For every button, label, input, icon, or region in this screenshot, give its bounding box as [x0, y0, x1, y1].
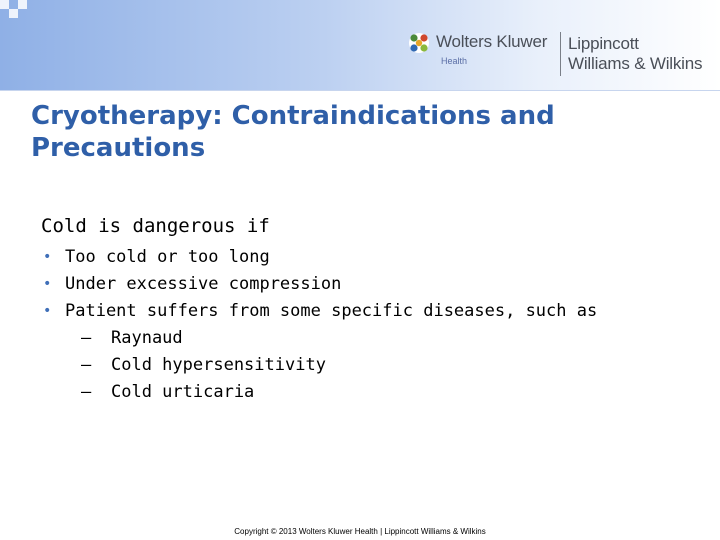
bullet-text: Too cold or too long: [65, 247, 270, 267]
sub-bullet-text: Cold hypersensitivity: [111, 355, 326, 375]
sub-bullet-item: [41, 325, 681, 352]
logo-divider: [560, 32, 561, 76]
bullet-item: [41, 271, 681, 298]
bullet-marker: •: [43, 276, 52, 292]
sub-bullet-marker: –: [81, 382, 92, 402]
logo-imprint-line-1: Lippincott: [568, 34, 639, 53]
bullet-marker: •: [43, 249, 52, 265]
bullet-marker: •: [43, 303, 52, 319]
lead-text: Cold is dangerous if: [41, 215, 270, 237]
sub-bullet-marker: –: [81, 355, 92, 375]
slide-title: Cryotherapy: Contraindications and Precautions: [31, 101, 555, 163]
bullet-text: Patient suffers from some specific diseases, such as: [65, 301, 598, 321]
sub-bullet-text: Raynaud: [111, 328, 183, 348]
logo-company-name: Wolters Kluwer: [436, 32, 548, 51]
bullet-list: [41, 244, 681, 406]
copyright-text: Copyright © 2013 Wolters Kluwer Health | Lippincott Williams & Wilkins: [234, 527, 486, 536]
bullet-item: [41, 298, 681, 406]
sub-bullet-item: [41, 352, 681, 379]
corner-pattern: [0, 0, 30, 20]
footer-copyright: [0, 527, 720, 536]
sub-bullet-text: Cold urticaria: [111, 382, 255, 402]
wolters-kluwer-globe-icon: [408, 32, 430, 54]
publisher-logo: [408, 32, 714, 80]
bullet-item: [41, 244, 681, 271]
bullet-text: Under excessive compression: [65, 274, 342, 294]
sub-bullet-marker: –: [81, 328, 92, 348]
header-divider: [0, 90, 720, 91]
sub-bullet-item: [41, 379, 681, 406]
logo-division-name: Health: [441, 56, 468, 66]
sub-bullet-list: [41, 325, 681, 406]
logo-imprint-line-2: Williams & Wilkins: [568, 54, 703, 73]
slide-body: [41, 212, 681, 406]
